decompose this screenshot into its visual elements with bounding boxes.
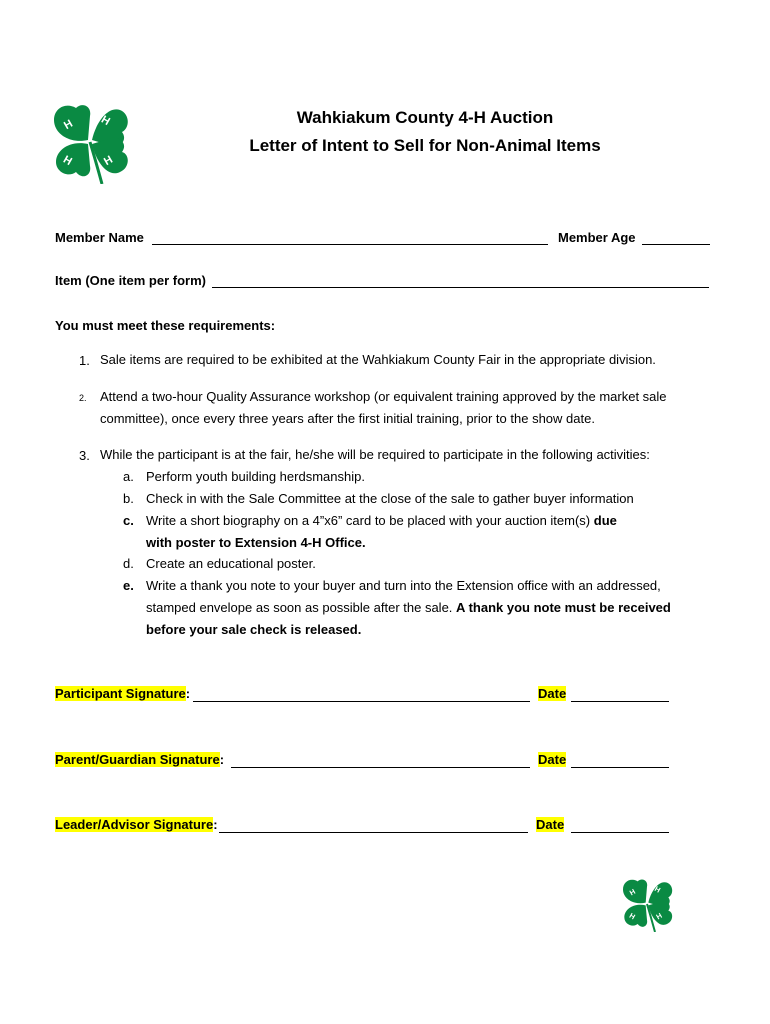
sub-c-bold-line2: with poster to Extension 4-H Office.	[146, 535, 366, 550]
leader-signature-label: Leader/Advisor Signature	[55, 817, 214, 832]
leader-signature-field[interactable]	[219, 832, 528, 833]
sub-d-text: Create an educational poster.	[146, 556, 316, 571]
svg-text:H: H	[61, 153, 74, 169]
parent-signature-label: Parent/Guardian Signature	[55, 752, 220, 767]
sub-b-letter: b.	[123, 491, 134, 506]
sub-e-letter: e.	[123, 578, 134, 593]
sub-e-bold-tail: A thank you note must be received	[456, 600, 671, 615]
leader-date-label: Date	[536, 817, 565, 832]
member-age-field[interactable]	[642, 244, 710, 245]
page-title-line2: Letter of Intent to Sell for Non-Animal Items	[249, 136, 601, 155]
participant-signature-field[interactable]	[193, 701, 530, 702]
svg-text:H: H	[653, 884, 663, 895]
4-h-clover-icon	[50, 100, 130, 184]
leader-colon: :	[213, 817, 218, 832]
sub-b-text: Check in with the Sale Committee at the close of the sale to gather buyer information	[146, 491, 634, 506]
member-name-field[interactable]	[152, 244, 548, 245]
sub-a-text: Perform youth building herdsmanship.	[146, 469, 365, 484]
leader-date-field[interactable]	[571, 832, 669, 833]
parent-signature-row	[55, 752, 224, 767]
requirements-heading: You must meet these requirements:	[55, 318, 276, 333]
req-3-number: 3.	[79, 448, 90, 463]
participant-colon: :	[185, 686, 191, 701]
participant-signature-row	[55, 686, 190, 701]
svg-text:H: H	[627, 910, 637, 922]
sub-e-bold-line3: before your sale check is released.	[146, 622, 362, 637]
req-3-text: While the participant is at the fair, he/she will be required to participate in the following activities:	[100, 447, 650, 462]
svg-text:H: H	[627, 886, 637, 898]
svg-text:H: H	[62, 117, 75, 133]
sub-e-text-line2	[146, 597, 671, 619]
item-field[interactable]	[212, 287, 709, 288]
participant-signature-label: Participant Signature	[55, 686, 186, 701]
req-2-number: 2.	[79, 393, 87, 403]
req-2-text-line2: committee), once every three years after the first initial training, prior to the show date.	[100, 411, 595, 426]
req-1-number: 1.	[79, 353, 90, 368]
parent-date-field[interactable]	[571, 767, 669, 768]
sub-e-text-line2-main: stamped envelope as soon as possible after the sale.	[146, 600, 453, 615]
svg-text:H: H	[99, 113, 112, 129]
svg-text:H: H	[654, 910, 664, 922]
svg-text:H: H	[102, 153, 115, 169]
sub-c-letter: c.	[123, 513, 134, 528]
req-2-text-line1: Attend a two-hour Quality Assurance workshop (or equivalent training approved by the market sale	[100, 389, 667, 404]
4-h-clover-logo-top	[50, 100, 130, 184]
participant-date-label: Date	[538, 686, 567, 701]
sub-c-text	[146, 510, 617, 532]
leader-signature-row	[55, 817, 218, 832]
page-title-line1: Wahkiakum County 4-H Auction	[296, 108, 554, 127]
sub-e-text-line1: Write a thank you note to your buyer and turn into the Extension office with an addressed,	[146, 578, 661, 593]
item-label: Item (One item per form)	[55, 273, 206, 288]
sub-c-text-main: Write a short biography on a 4”x6” card to be placed with your auction item(s)	[146, 513, 591, 528]
sub-c-bold-tail: due	[593, 513, 617, 528]
parent-colon: :	[219, 752, 225, 767]
4-h-clover-logo-bottom	[620, 876, 674, 932]
parent-date-label: Date	[538, 752, 567, 767]
4-h-clover-icon	[620, 876, 674, 932]
req-1-text: Sale items are required to be exhibited at the Wahkiakum County Fair in the appropriate division.	[100, 352, 656, 367]
participant-date-field[interactable]	[571, 701, 669, 702]
member-name-label: Member Name	[55, 230, 144, 245]
parent-signature-field[interactable]	[231, 767, 530, 768]
member-age-label: Member Age	[558, 230, 636, 245]
sub-a-letter: a.	[123, 469, 134, 484]
sub-d-letter: d.	[123, 556, 134, 571]
